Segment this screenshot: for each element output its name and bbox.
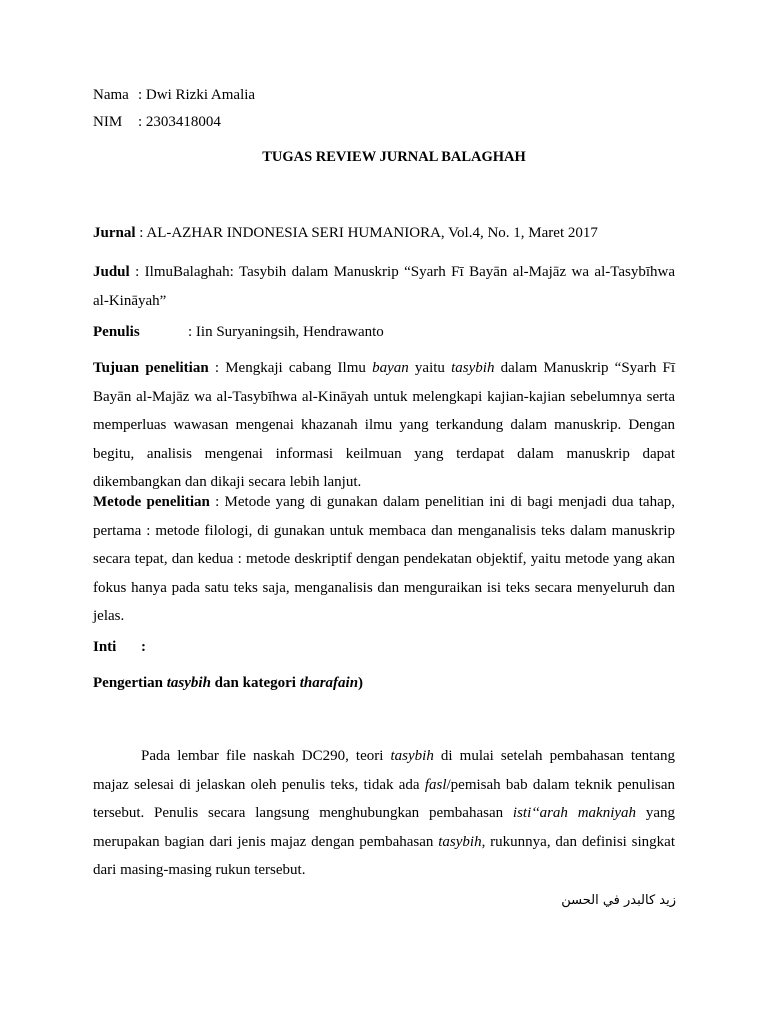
body-text: di mulai setelah pembahasan tentang majaz selesai di jelaskan oleh penulis teks, tidak ada xyxy=(93,748,675,793)
penulis-row xyxy=(93,324,384,341)
nim-value: : 2303418004 xyxy=(138,114,221,130)
metode-label: Metode penelitian xyxy=(93,494,210,510)
arabic-example: زيد كالبدر في الحسن xyxy=(561,893,676,908)
tujuan-em: tasybih xyxy=(451,360,495,376)
pengertian-text: Pengertian xyxy=(93,675,167,691)
inti-colon: : xyxy=(141,639,146,655)
penulis-label: Penulis xyxy=(93,324,140,340)
body-em: tasybih xyxy=(438,833,482,850)
body-text: , rukunnya, dan definisi singkat dari masing-masing rukun tersebut. xyxy=(93,833,675,878)
jurnal-row xyxy=(93,225,598,242)
body-em: isti‘‘arah makniyah xyxy=(512,805,637,821)
nim-label: NIM xyxy=(93,114,123,130)
body-text: yang merupakan bagian dari jenis majaz dengan pembahasan xyxy=(93,805,675,850)
jurnal-label: Jurnal xyxy=(93,225,136,241)
judul-paragraph xyxy=(93,258,675,315)
metode-text: : Metode yang di gunakan dalam penelitian ini di bagi menjadi dua tahap, pertama : metode filologi, di gunakan untuk membaca dan menganalisis teks dalam manuskrip secara tepat, dan kedua : metode deskriptif dengan pendekatan objektif, yaitu metode yang akan fokus hanya pada satu teks saja, menganalisis dan menguraikan isi teks secara menyeluruh dan jelas. xyxy=(93,494,675,624)
tujuan-text: : Mengkaji cabang Ilmu xyxy=(208,360,373,376)
metode-paragraph xyxy=(93,488,675,631)
body-em: tasybih xyxy=(390,748,434,764)
body-paragraph xyxy=(93,742,675,885)
name-label: Nama xyxy=(93,87,129,103)
pengertian-text: ) xyxy=(358,675,364,691)
jurnal-value: : AL-AZHAR INDONESIA SERI HUMANIORA, Vol.4, No. 1, Maret 2017 xyxy=(135,225,598,241)
inti-heading xyxy=(93,639,146,656)
judul-value: : IlmuBalaghah: Tasybih dalam Manuskrip “Syarh Fī Bayān al-Majāz wa al-Tasybīhwa al-Kināyah” xyxy=(93,264,675,309)
pengertian-em: tasybih xyxy=(166,675,211,691)
tujuan-em: bayan xyxy=(372,360,409,376)
body-text: Pada lembar file naskah DC290, teori xyxy=(141,748,391,764)
name-row xyxy=(93,87,255,104)
tujuan-label: Tujuan penelitian xyxy=(93,360,209,376)
body-em: fasl xyxy=(424,776,447,793)
inti-label: Inti xyxy=(93,639,117,655)
pengertian-em: tharafain xyxy=(299,675,359,691)
nim-row xyxy=(93,114,221,131)
tujuan-text: yaitu xyxy=(408,360,452,376)
pengertian-heading xyxy=(93,675,363,692)
tujuan-text: dalam Manuskrip “Syarh Fī Bayān al-Majāz wa al-Tasybīhwa al-Kināyah untuk melengkapi kajian-kajian sebelumnya serta memperluas wawasan mengenai khazanah ilmu yang terkandung dalam manuskrip. Dengan begitu, analisis mengenai informasi keilmuan yang terdapat dalam manuskrip dapat dikembangkan dan dikaji secara lebih lanjut. xyxy=(93,360,676,490)
tujuan-paragraph xyxy=(93,354,675,497)
penulis-value: : Iin Suryaningsih, Hendrawanto xyxy=(188,324,384,340)
name-value: : Dwi Rizki Amalia xyxy=(138,87,256,103)
judul-label: Judul xyxy=(93,264,130,280)
body-text: /pemisah bab dalam teknik penulisan tersebut. Penulis secara langsung menghubungkan pembahasan xyxy=(93,776,675,821)
pengertian-text: dan kategori xyxy=(210,675,300,691)
document-title: TUGAS REVIEW JURNAL BALAGHAH xyxy=(262,149,526,165)
